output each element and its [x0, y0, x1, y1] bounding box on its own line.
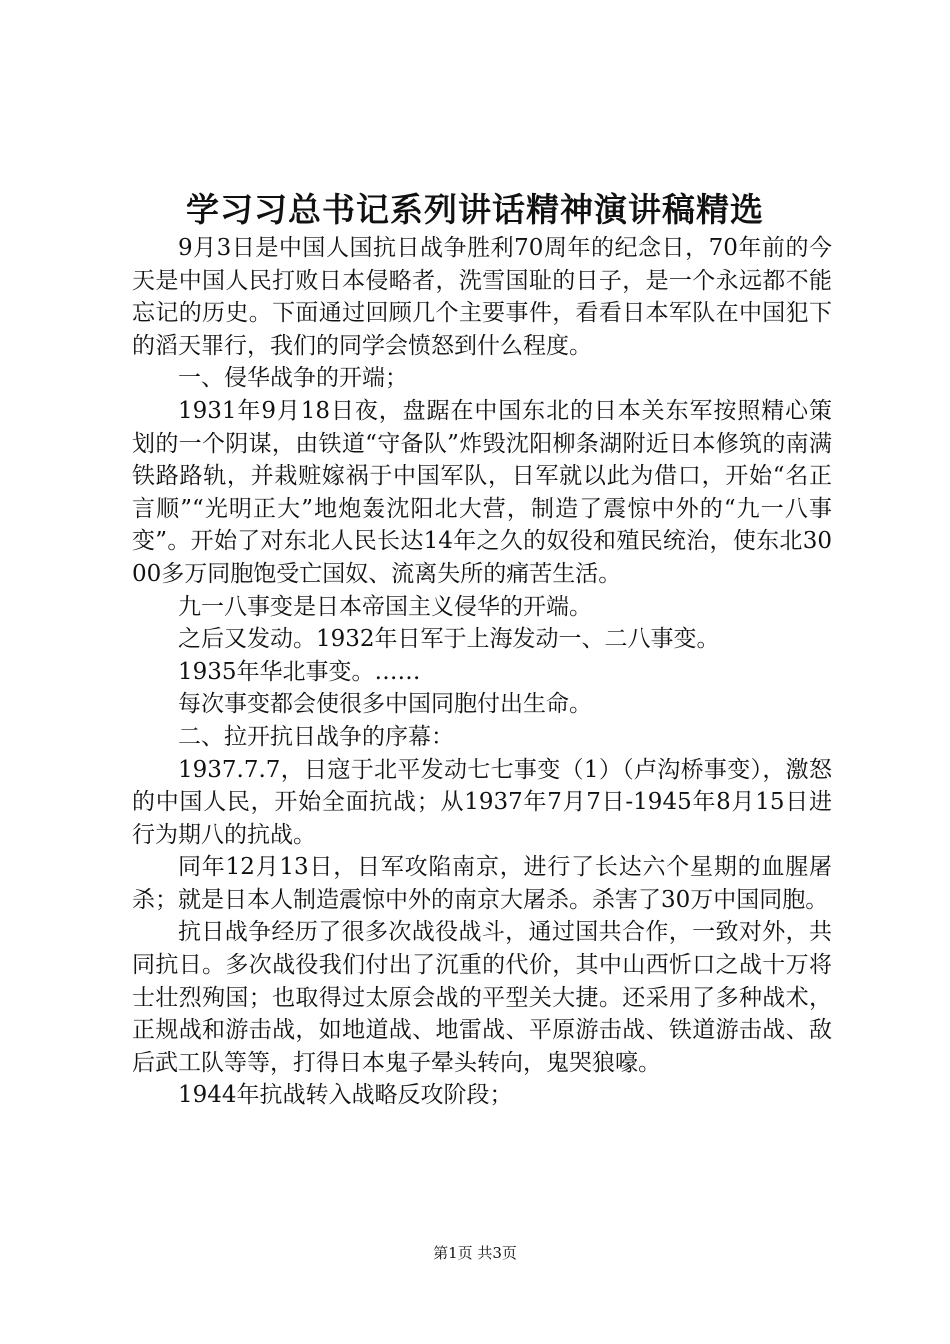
paragraph-918-summary: 九一八事变是日本帝国主义侵华的开端。 [178, 593, 592, 620]
paragraph-918: 1931年9月18日夜，盘踞在中国东北的日本关东军按照精心策划的一个阴谋，由铁道“守备队”炸毁沈阳柳条湖附近日本修筑的南满铁路路轨，并栽赃嫁祸于中国军队，日军就以此为借口，开始“名正言顺”“光明正大”地炮轰沈阳北大营，制造了震惊中外的“九一八事变”。开始了对东北人民长达14年之久的奴役和殖民统治，使东北3000多万同胞饱受亡国奴、流离失所的痛苦生活。 [132, 397, 832, 587]
document-body [132, 232, 832, 1112]
paragraph-1937: 1937.7.7，日寇于北平发动七七事变（1）（卢沟桥事变），激怒的中国人民，开始全面抗战；从1937年7月7日-1945年8月15日进行为期八的抗战。 [132, 756, 832, 848]
section-heading-1: 一、侵华战争的开端； [178, 365, 408, 392]
document-title: 学习习总书记系列讲话精神演讲稿精选 [186, 190, 764, 229]
paragraph-battles: 抗日战争经历了很多次战役战斗，通过国共合作，一致对外，共同抗日。多次战役我们付出了沉重的代价，其中山西忻口之战十万将士壮烈殉国；也取得过太原会战的平型关大捷。还采用了多种战术，正规战和游击战，如地道战、地雷战、平原游击战、铁道游击战、敌后武工队等等，打得日本鬼子晕头转向，鬼哭狼嚎。 [132, 919, 832, 1076]
paragraph-1935: 1935年华北事变。…… [178, 658, 421, 685]
paragraph-intro: 9月3日是中国人国抗日战争胜利70周年的纪念日，70年前的今天是中国人民打败日本侵略者，洗雪国耻的日子，是一个永远都不能忘记的历史。下面通过回顾几个主要事件，看看日本军队在中国犯下的滔天罪行，我们的同学会愤怒到什么程度。 [132, 235, 832, 359]
paragraph-nanjing: 同年12月13日，日军攻陷南京，进行了长达六个星期的血腥屠杀；就是日本人制造震惊中外的南京大屠杀。杀害了30万中国同胞。 [132, 854, 832, 913]
paragraph-1932: 之后又发动。1932年日军于上海发动一、二八事变。 [178, 626, 720, 653]
paragraph-sacrifice: 每次事变都会使很多中国同胞付出生命。 [178, 691, 592, 718]
page-footer: 第1页 共3页 [433, 1244, 517, 1262]
paragraph-1944: 1944年抗战转入战略反攻阶段； [178, 1082, 513, 1109]
section-heading-2: 二、拉开抗日战争的序幕： [178, 723, 454, 750]
